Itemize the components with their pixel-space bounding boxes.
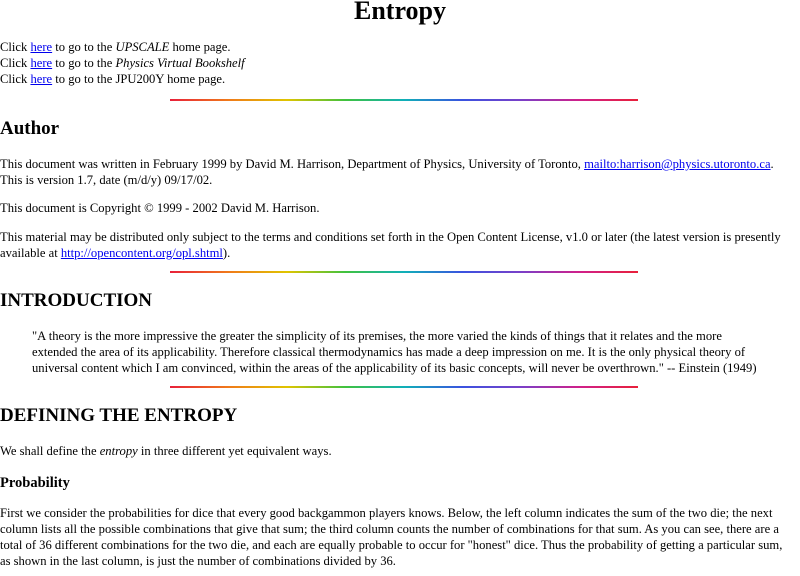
license-text: available at: [0, 246, 58, 260]
paragraph-line: column lists all the possible combinations that give that sum; the third column counts the number of combinations for that sum. As you can see, there are a: [0, 522, 779, 536]
probability-heading: Probability: [0, 475, 70, 491]
page-title: Entropy: [354, 0, 446, 25]
version-line: This is version 1.7, date (m/d/y) 09/17/02.: [0, 173, 213, 187]
intro-text: We shall define the: [0, 444, 97, 458]
author-line: [0, 156, 774, 172]
nav-line-upscale: [0, 39, 231, 55]
upscale-label: UPSCALE: [115, 40, 170, 54]
bookshelf-label: Physics Virtual Bookshelf: [115, 56, 245, 70]
nav-prefix: Click: [0, 72, 28, 86]
nav-line-jpu200y: [0, 71, 225, 87]
introduction-heading: INTRODUCTION: [0, 290, 153, 311]
rainbow-divider: [170, 386, 638, 388]
paragraph-line: First we consider the probabilities for dice that every good backgammon players knows. Below, the left column indicates the sum of the two die; the next: [0, 506, 773, 520]
jpu200y-home-link[interactable]: here: [30, 72, 53, 86]
punctuation: .: [770, 157, 774, 171]
copyright-line: This document is Copyright © 1999 - 2002 David M. Harrison.: [0, 201, 320, 215]
punctuation: ).: [222, 246, 231, 260]
author-heading: Author: [0, 118, 60, 139]
rainbow-divider: [170, 271, 638, 273]
author-text: This document was written in February 1999 by David M. Harrison, Department of Physics, University of Toronto,: [0, 157, 581, 171]
paragraph-line: total of 36 different combinations for the two die, and each are equally probable to occur for "honest" dice. Thus the probability of getting a particular sum,: [0, 538, 783, 552]
quote-line: extended the area of its applicability. Therefore classical thermodynamics has made a deep impression on me. It is the only physical theory of: [32, 345, 746, 359]
nav-text: home page.: [172, 40, 231, 54]
nav-prefix: Click: [0, 56, 28, 70]
defining-entropy-heading: DEFINING THE ENTROPY: [0, 405, 238, 426]
license-line-1: This material may be distributed only subject to the terms and conditions set forth in the Open Content License, v1.0 or later (the latest version is presently: [0, 230, 781, 244]
quote-line: "A theory is the more impressive the greater the simplicity of its premises, the more varied the kinds of things that it relates and the more: [32, 329, 722, 343]
entropy-term: entropy: [99, 444, 138, 458]
nav-text: to go to the: [55, 56, 113, 70]
nav-text: to go to the JPU200Y home page.: [55, 72, 226, 86]
rainbow-divider: [170, 99, 638, 101]
upscale-home-link[interactable]: here: [30, 40, 53, 54]
nav-text: to go to the: [55, 40, 113, 54]
bookshelf-link[interactable]: here: [30, 56, 53, 70]
quote-line: universal content which I am convinced, within the areas of the applicability of its basic concepts, will never be overthrown." -- Einstein (1949): [32, 361, 757, 375]
license-line-2: [0, 245, 230, 261]
intro-text: in three different yet equivalent ways.: [140, 444, 332, 458]
nav-line-bookshelf: [0, 55, 245, 71]
defining-intro: [0, 443, 332, 459]
nav-prefix: Click: [0, 40, 28, 54]
email-link[interactable]: mailto:harrison@physics.utoronto.ca: [584, 157, 771, 171]
paragraph-line: as shown in the last column, is just the number of combinations divided by 36.: [0, 554, 396, 568]
opencontent-link[interactable]: http://opencontent.org/opl.shtml: [60, 246, 223, 260]
